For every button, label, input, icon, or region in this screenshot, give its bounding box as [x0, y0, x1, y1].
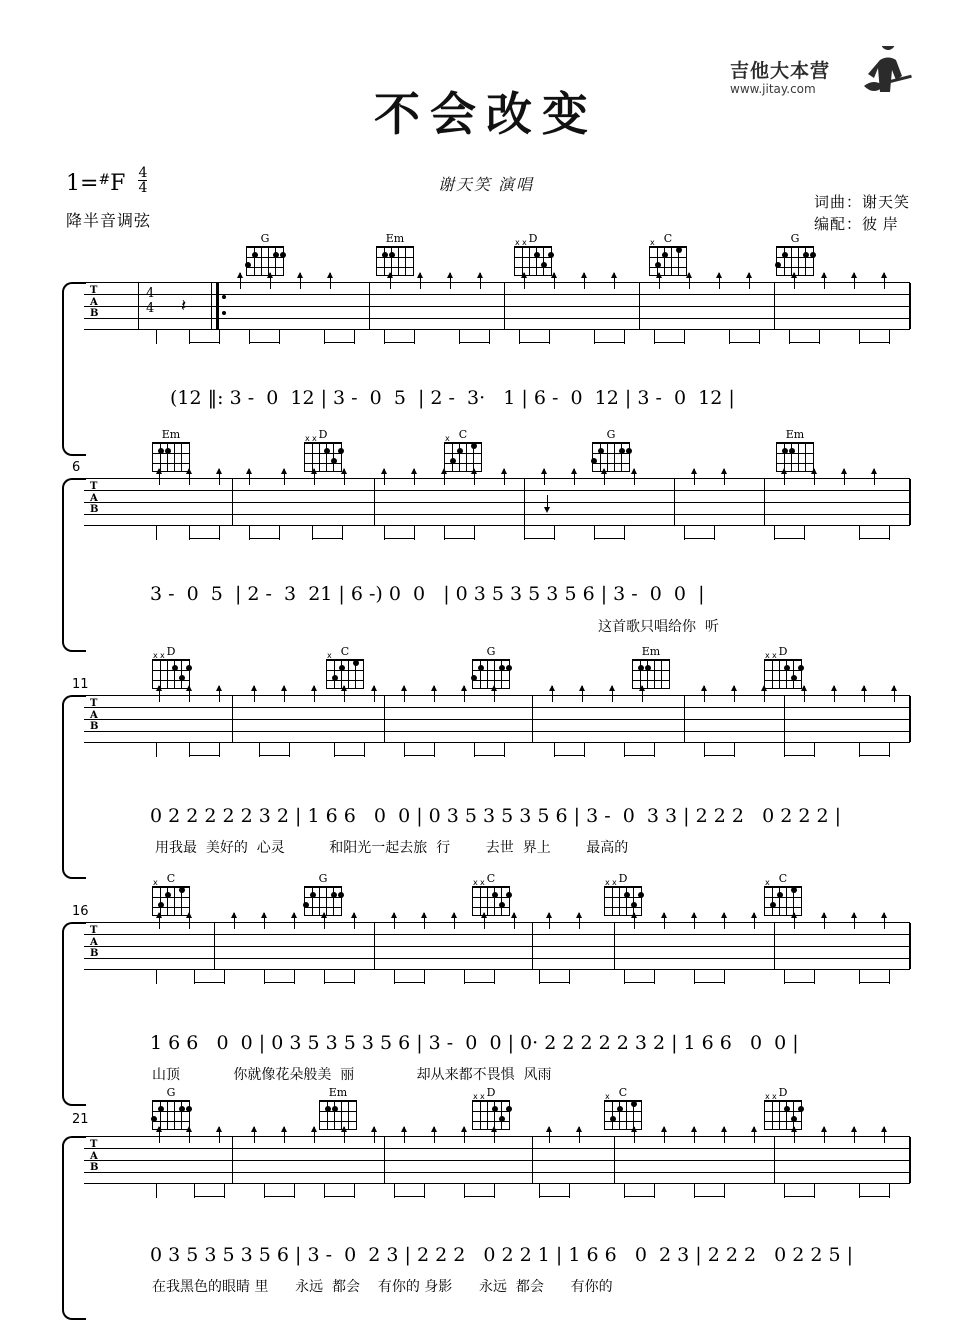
lyrics-line: 用我最 美好的 心灵 和阳光一起去旅 行 去世 界上 最高的	[155, 840, 629, 856]
chord-diagram	[148, 645, 194, 689]
chord-diagram	[760, 1086, 806, 1130]
lyrics-line: 在我黑色的眼睛 里 永远 都会 有你的 身影 永远 都会 有你的	[152, 1279, 613, 1295]
chord-name: C	[618, 1086, 628, 1099]
chord-grid: x x	[764, 1100, 802, 1130]
site-logo	[726, 46, 916, 108]
arranger-label: 编配：彼 岸	[813, 217, 899, 233]
measure-number: 6	[72, 460, 81, 475]
chord-diagram	[510, 232, 556, 276]
tuning-note: 降半音调弦	[66, 213, 152, 230]
tab-clef: T A B	[90, 481, 99, 515]
page-title: 不会改变	[374, 87, 598, 141]
measure-number: 16	[72, 904, 89, 919]
chord-grid: x x	[304, 442, 342, 472]
chord-diagram	[322, 645, 368, 689]
chord-name: D	[528, 232, 538, 245]
rhythm-stems	[84, 970, 910, 992]
measure-number: 11	[72, 677, 89, 692]
chord-grid	[376, 246, 414, 276]
chord-name: C	[778, 872, 788, 885]
tab-staff: T A B 4 4 𝄽	[84, 282, 910, 330]
chord-diagram	[760, 872, 806, 916]
chord-grid: x	[152, 886, 190, 916]
jianpu-line: 0 2 2 2 2 2 3 2 | 1 6 6 0 0 | 0 3 5 3 5 3 5 6 | 3 - 0 3 3 | 2 2 2 0 2 2 2 |	[150, 805, 841, 827]
chord-grid: x	[764, 886, 802, 916]
chord-grid: x	[326, 659, 364, 689]
chord-diagram	[645, 232, 691, 276]
system-brace	[62, 478, 86, 652]
lyrics-line: 这首歌只唱给你 听	[598, 619, 719, 635]
chord-grid: x x	[152, 659, 190, 689]
chord-name: D	[618, 872, 628, 885]
brand-url: www.jitay.com	[730, 82, 816, 96]
chord-diagram	[242, 232, 288, 276]
jianpu-line: 1 6 6 0 0 | 0 3 5 3 5 3 5 6 | 3 - 0 0 | 0· 2 2 2 2 2 3 2 | 1 6 6 0 0 |	[150, 1032, 799, 1054]
rhythm-stems	[84, 526, 910, 548]
chord-diagram	[468, 1086, 514, 1130]
chord-name: C	[340, 645, 350, 658]
chord-name: Em	[641, 645, 661, 658]
tab-clef: T A B	[90, 1139, 99, 1173]
measure-number: 21	[72, 1112, 89, 1127]
chord-diagram	[148, 428, 194, 472]
chord-diagram	[315, 1086, 361, 1130]
sharp-symbol: #	[98, 172, 111, 188]
chord-diagram	[600, 1086, 646, 1130]
chord-diagram	[468, 645, 514, 689]
rhythm-stems	[84, 743, 910, 765]
chord-diagram	[588, 428, 634, 472]
chord-name: C	[663, 232, 673, 245]
chord-name: G	[486, 645, 496, 658]
chord-name: D	[778, 1086, 788, 1099]
system-brace	[62, 922, 86, 1106]
chord-name: D	[318, 428, 328, 441]
meter-top: 4	[138, 165, 148, 181]
chord-name: C	[166, 872, 176, 885]
chord-name: D	[778, 645, 788, 658]
chord-name: G	[260, 232, 270, 245]
tab-clef: T A B	[90, 925, 99, 959]
system-brace	[62, 282, 86, 456]
jianpu-line: 3 - 0 5 | 2 - 3 21 | 6 -) 0 0 | 0 3 5 3 5 3 5 6 | 3 - 0 0 |	[150, 583, 705, 605]
chord-diagram	[300, 872, 346, 916]
tab-clef: T A B	[90, 285, 99, 319]
composer-label: 词曲：谢天笑	[813, 195, 910, 211]
chord-name: Em	[161, 428, 181, 441]
chord-grid: x	[649, 246, 687, 276]
chord-name: Em	[785, 428, 805, 441]
system-brace	[62, 1136, 86, 1320]
guitarist-icon	[858, 46, 916, 106]
chord-diagram	[440, 428, 486, 472]
rhythm-stems	[84, 330, 910, 352]
chord-name: G	[790, 232, 800, 245]
lyrics-line: 山顶 你就像花朵般美 丽 却从来都不畏惧 风雨	[152, 1067, 552, 1083]
jianpu-line: 0 3 5 3 5 3 5 6 | 3 - 0 2 3 | 2 2 2 0 2 2 1 | 1 6 6 0 2 3 | 2 2 2 0 2 2 5 |	[150, 1244, 854, 1266]
chord-diagram	[300, 428, 346, 472]
chord-name: G	[606, 428, 616, 441]
chord-grid	[592, 442, 630, 472]
tab-staff	[84, 478, 910, 526]
chord-diagram	[760, 645, 806, 689]
chord-grid	[246, 246, 284, 276]
chord-diagram	[148, 1086, 194, 1130]
chord-diagram	[468, 872, 514, 916]
key-signature	[66, 166, 147, 196]
chord-name: G	[318, 872, 328, 885]
tab-staff	[84, 695, 910, 743]
chord-grid: x x	[764, 659, 802, 689]
tab-clef: T A B	[90, 698, 99, 732]
chord-grid: x x	[604, 886, 642, 916]
chord-diagram	[600, 872, 646, 916]
chord-diagram	[772, 232, 818, 276]
chord-grid	[319, 1100, 357, 1130]
chord-diagram	[772, 428, 818, 472]
chord-name: Em	[328, 1086, 348, 1099]
credits	[814, 192, 910, 236]
chord-grid: x x	[472, 1100, 510, 1130]
chord-name: D	[166, 645, 176, 658]
rhythm-stems	[84, 1184, 910, 1206]
chord-grid	[632, 659, 670, 689]
key-signature-text: 1=	[66, 171, 99, 196]
chord-diagram	[372, 232, 418, 276]
chord-grid: x	[444, 442, 482, 472]
key-letter: F	[110, 171, 126, 196]
system-brace	[62, 695, 86, 879]
brand-name: 吉他大本营	[730, 60, 831, 82]
chord-grid: x	[604, 1100, 642, 1130]
chord-grid: x x	[514, 246, 552, 276]
jianpu-line: (12 ‖: 3 - 0 12 | 3 - 0 5 | 2 - 3· 1 | 6 - 0 12 | 3 - 0 12 |	[170, 387, 735, 409]
meter-bottom: 4	[138, 180, 148, 196]
chord-diagram	[148, 872, 194, 916]
chord-name: G	[166, 1086, 176, 1099]
chord-grid: x x	[472, 886, 510, 916]
tab-staff	[84, 922, 910, 970]
time-signature	[138, 166, 147, 195]
chord-diagram	[628, 645, 674, 689]
chord-name: C	[486, 872, 496, 885]
chord-name: D	[486, 1086, 496, 1099]
chord-name: Em	[385, 232, 405, 245]
tab-staff	[84, 1136, 910, 1184]
chord-name: C	[458, 428, 468, 441]
singer-label: 谢天笑 演唱	[437, 177, 534, 194]
